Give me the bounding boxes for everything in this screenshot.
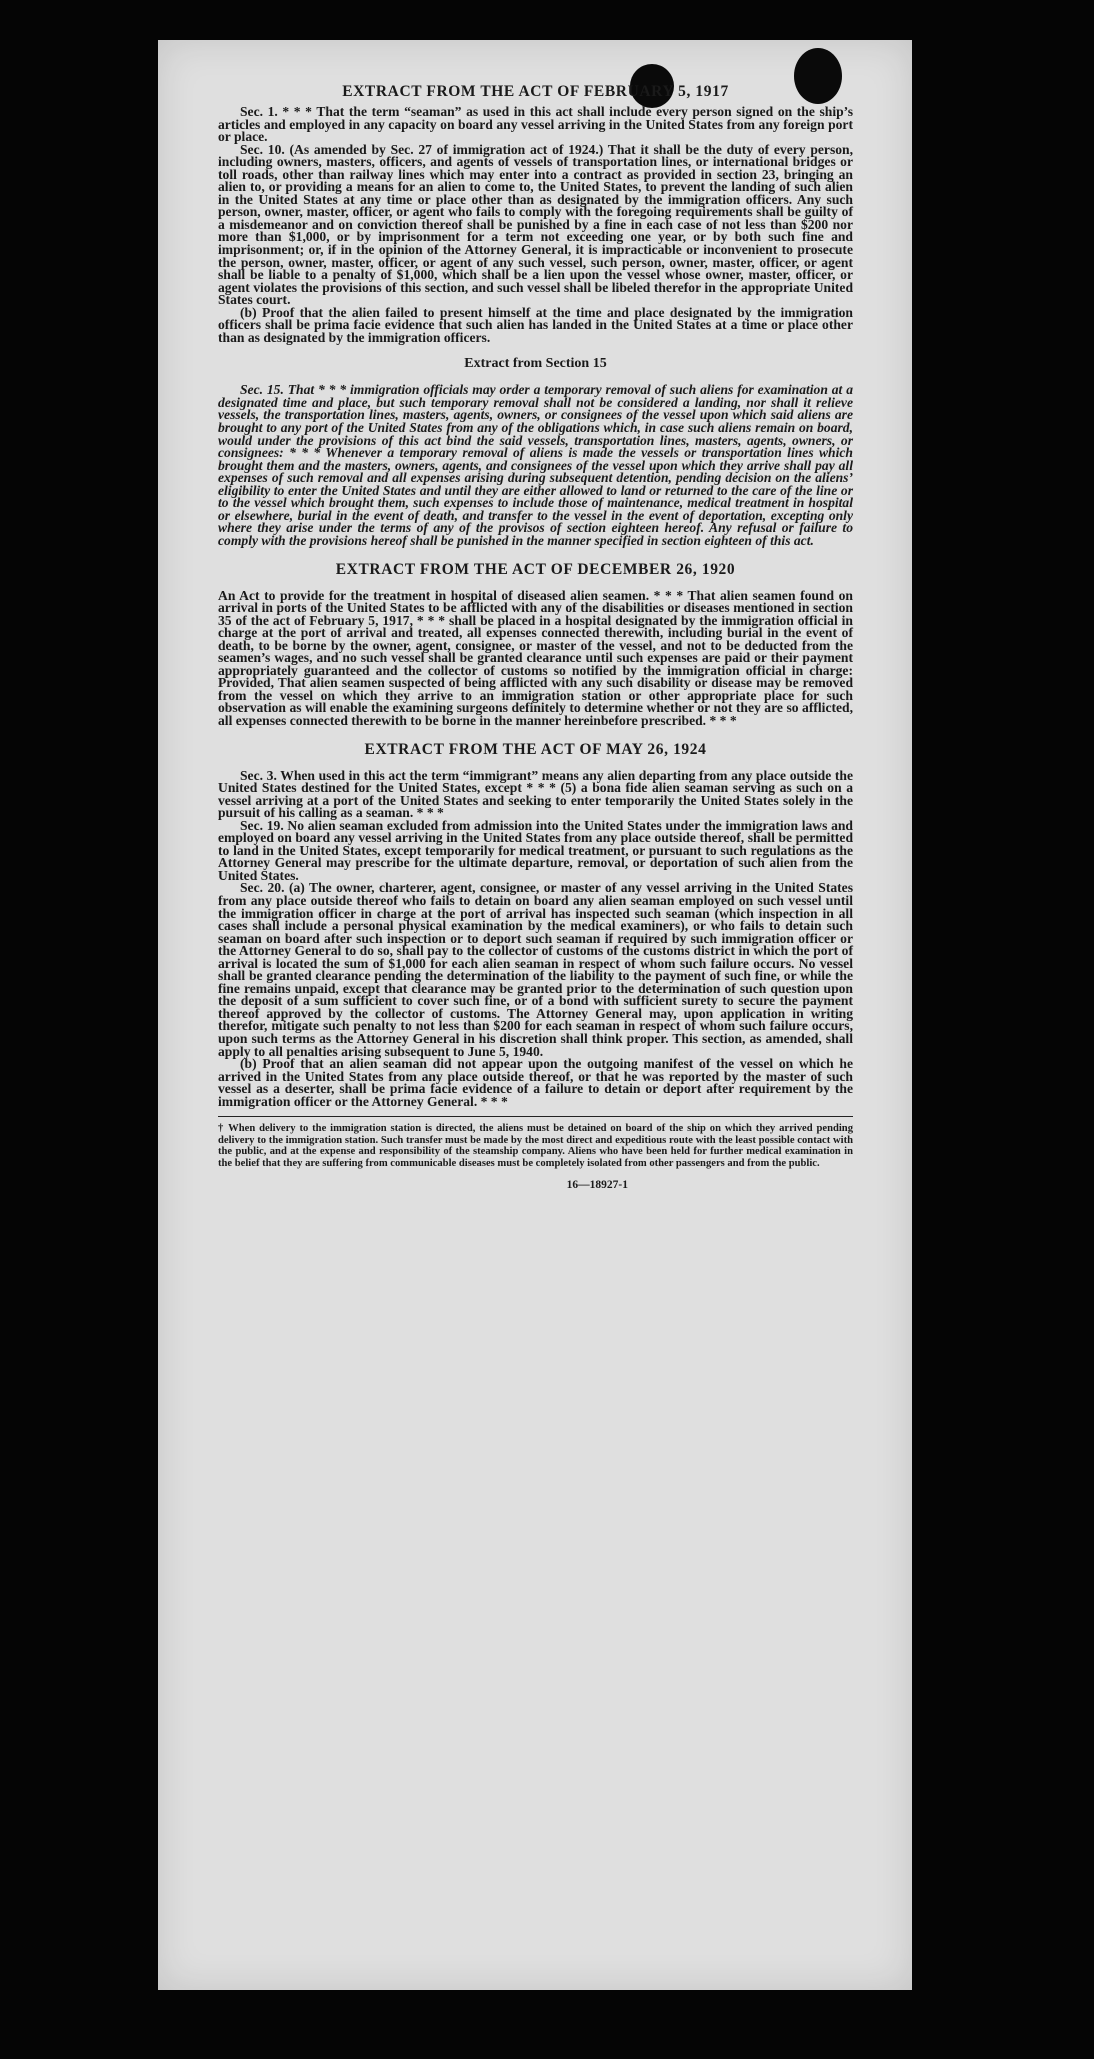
paragraph-sec-20: Sec. 20. (a) The owner, charterer, agent, consignee, or master of any vessel arriving in the United States from any place outside thereof who fails to detain on board any alien seaman employed on such vessel until the immigration officer in charge at the port of arrival has inspected such seaman (which inspection in all cases shall include a personal physical examination by the medical examiners), or who fails to detain such seaman on board after such inspection or to deport such seaman if required by such immigration officer or the Attorney General to do so, shall pay to the collector of customs of the customs district in which the port of arrival is located the sum of $1,000 for each alien seaman in respect of whom such failure occurs. No vessel shall be granted clearance pending the determination of the liability to the payment of such fine, or while the fine remains unpaid, except that clearance may be granted prior to the determination of such question upon the deposit of a sum sufficient to cover such fine, or of a bond with sufficient surety to secure the payment thereof approved by the collector of customs. The Attorney General may, upon application in writing therefor, mitigate such penalty to not less than $200 for each seaman in respect of whom such failure occurs, upon such terms as the Attorney General in his discretion shall think proper. This section, as amended, shall apply to all penalties arising subsequent to June 5, 1940. xyxy=(218,880,853,1059)
form-number: 16—18927-1 xyxy=(566,1178,628,1191)
heading-act-1917: EXTRACT FROM THE ACT OF FEBRUARY 5, 1917 xyxy=(342,83,729,100)
paragraph-act-1920: An Act to provide for the treatment in hospital of diseased alien seamen. * * * That alien seamen found on arrival in ports of the United States to be afflicted with any of the disabilities or diseases mentioned in section 35 of the act of February 5, 1917, * * * shall be placed in a hospital designated by the immigration official in charge at the port of arrival and treated, all expenses connected therewith, including burial in the event of death, to be borne by the owner, agent, consignee, or master of the vessel, and not to be deducted from the seamen’s wages, and no such vessel shall be granted clearance until such expenses are paid or their payment appropriately guaranteed and the collector of customs so notified by the immigration official in charge: Provided, That alien seamen suspected of being afflicted with any such disability or disease may be removed from the vessel on which they arrive to an immigration station or other appropriate place for such observation as will enable the examining surgeons definitely to determine whether or not they are so afflicted, all expenses connected therewith to be borne in the manner hereinbefore prescribed. * * * xyxy=(218,587,853,728)
footnote: † When delivery to the immigration station is directed, the aliens must be detained on board of the ship on which they arrived pending delivery to the immigration station. Such transfer must be made by the most direct and expeditious route with the least possible contact with the public, and at the expense and responsibility of the steamship company. Aliens who have been held for further medical examination in the belief that they are suffering from communicable diseases must be completely isolated from other passengers and from the public. xyxy=(218,1116,853,1169)
heading-act-1924: EXTRACT FROM THE ACT OF MAY 26, 1924 xyxy=(364,740,707,758)
heading-section-15: Extract from Section 15 xyxy=(464,356,607,372)
paragraph-sec-20b: (b) Proof that an alien seaman did not appear upon the outgoing manifest of the vessel on which he arrived in the United States from any place outside thereof, or that he was reported by the master of such vessel as a deserter, shall be prima facie evidence of a failure to detain or deport after requirement by the immigration officer or the Attorney General. * * * xyxy=(218,1056,853,1109)
paragraph-sec-15: Sec. 15. That * * * immigration officials may order a temporary removal of such aliens for examination at a designated time and place, but such temporary removal shall not be considered a landing, nor shall it relieve vessels, the transportation lines, masters, agents, owners, or consignees of the vessel upon which said aliens are brought to any port of the United States from any of the obligations which, in case such aliens remain on board, would under the provisions of this act bind the said vessels, transportation lines, masters, agents, owners, or consignees: * * * Whenever a temporary removal of aliens is made the vessels or transportation lines which brought them and the masters, owners, agents, and consignees of the vessel upon which they arrive shall pay all expenses of such removal and all expenses arising during subsequent detention, pending decision on the aliens’ eligibility to enter the United States and until they are either allowed to land or returned to the care of the line or to the vessel which brought them, such expenses to include those of maintenance, medical treatment in hospital or elsewhere, burial in the event of death, and transfer to the vessel in the event of deportation, excepting only where they arise under the terms of any of the provisos of section eighteen hereof. Any refusal or failure to comply with the provisions hereof shall be punished in the manner specified in section eighteen of this act. xyxy=(218,382,853,548)
paragraph-sec-19: Sec. 19. No alien seaman excluded from admission into the United States under the immigration laws and employed on board any vessel arriving in the United States from any place outside thereof, shall be permitted to land in the United States, except temporarily for medical treatment, or pursuant to such regulations as the Attorney General may prescribe for the ultimate departure, removal, or deportation of such alien from the United States. xyxy=(218,817,853,883)
paragraph-sec-3: Sec. 3. When used in this act the term “immigrant” means any alien departing from any place outside the United States destined for the United States, except * * * (5) a bona fide alien seaman serving as such on a vessel arriving at a port of the United States and seeking to enter temporarily the United States solely in the pursuit of his calling as a seaman. * * * xyxy=(218,767,853,821)
document-page xyxy=(158,40,912,1990)
paragraph-sec-10: Sec. 10. (As amended by Sec. 27 of immigration act of 1924.) That it shall be the duty of every person, including owners, masters, officers, and agents of vessels of transportation lines, or international bridges or toll roads, other than railway lines which may enter into a contract as provided in section 23, bringing an alien to, or providing a means for an alien to come to, the United States, to prevent the landing of such alien in the United States at any time or place other than as designated by the immigration officers. Any such person, owner, master, officer, or agent who fails to comply with the foregoing requirements shall be guilty of a misdemeanor and on conviction thereof shall be punished by a fine in each case of not less than $200 nor more than $1,000, or by imprisonment for a term not exceeding one year, or by both such fine and imprisonment; or, if in the opinion of the Attorney General, it is impracticable or inconvenient to prosecute the person, owner, master, officer, or agent of any such vessel, such person, owner, master, officer, or agent shall be liable to a penalty of $1,000, which shall be a lien upon the vessel whose owner, master, officer, or agent violates the provisions of this section, and such vessel shall be libeled therefor in the appropriate United States court. xyxy=(218,141,853,308)
heading-act-1920: EXTRACT FROM THE ACT OF DECEMBER 26, 1920 xyxy=(335,560,736,578)
paragraph-sec-1: Sec. 1. * * * That the term “seaman” as used in this act shall include every person signed on the ship’s articles and employed in any capacity on board any vessel arriving in the United States from any foreign port or place. xyxy=(218,104,853,145)
document-body xyxy=(218,82,853,1191)
paragraph-sec-10b: (b) Proof that the alien failed to present himself at the time and place designated by the immigration officers shall be prima facie evidence that such alien has landed in the United States at a time or place other than as designated by the immigration officers. xyxy=(218,304,853,345)
